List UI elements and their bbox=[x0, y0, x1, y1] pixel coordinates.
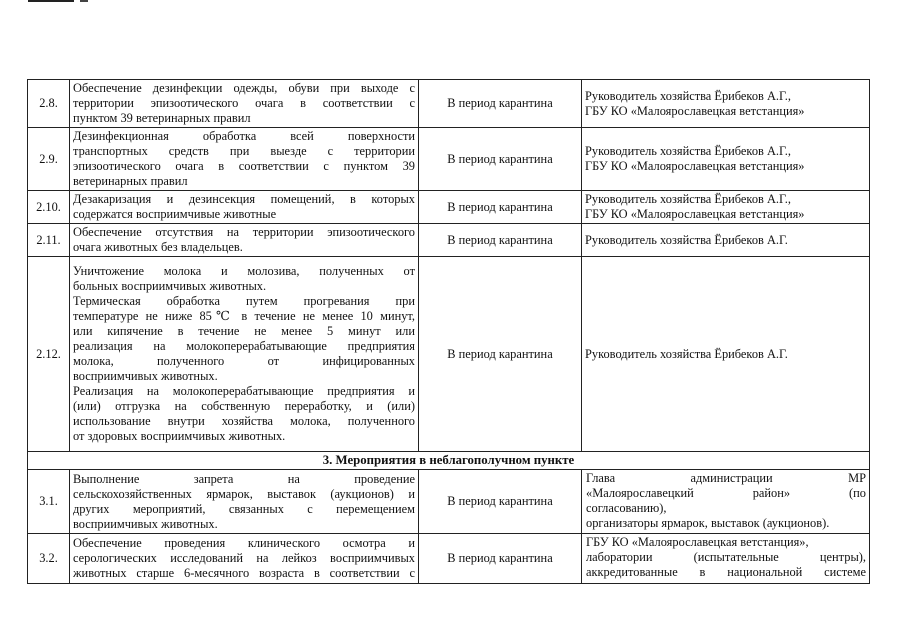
row-responsible bbox=[582, 191, 870, 224]
resp-line: Руководитель хозяйства Ёрибеков А.Г. bbox=[585, 232, 788, 247]
row-responsible bbox=[582, 470, 870, 534]
row-description bbox=[70, 257, 419, 452]
desc-line: Обеспечение отсутствия на территории эпизоотического bbox=[73, 225, 415, 239]
row-term: В период карантина bbox=[419, 191, 582, 224]
desc-line: пунктом 39 ветеринарных правил bbox=[73, 111, 251, 125]
desc-line: сельскохозяйственных ярмарок, выставок (аукционов) и bbox=[73, 486, 415, 501]
desc-line: реализация на молокоперерабатывающие предприятия bbox=[73, 339, 415, 353]
resp-line: ГБУ КО «Малоярославецкая ветстанция», bbox=[586, 535, 809, 549]
row-description bbox=[70, 191, 419, 224]
desc-line: от здоровых восприимчивых животных. bbox=[73, 429, 286, 443]
row-term: В период карантина bbox=[419, 224, 582, 257]
desc-line: молока, полученного от инфицированных bbox=[73, 354, 415, 368]
row-number: 2.12. bbox=[28, 257, 70, 452]
measures-table bbox=[27, 79, 870, 584]
row-term: В период карантина bbox=[419, 257, 582, 452]
resp-line: согласованию), bbox=[586, 501, 667, 515]
resp-line: Глава администрации МР bbox=[586, 471, 866, 485]
row-term: В период карантина bbox=[419, 80, 582, 128]
desc-line: температуре не ниже 85℃ в течение не менее 10 минут, bbox=[73, 309, 415, 323]
row-description bbox=[70, 470, 419, 534]
desc-line: восприимчивых животных. bbox=[73, 516, 218, 531]
desc-line: эпизоотического очага в соответствии с пунктом 39 bbox=[73, 159, 415, 173]
desc-line: использование внутри хозяйства молока, полученного bbox=[73, 414, 415, 428]
row-term: В период карантина bbox=[419, 128, 582, 191]
table-row bbox=[28, 224, 870, 257]
desc-line: или кипячение в течение не менее 5 минут или bbox=[73, 324, 415, 338]
row-number: 2.11. bbox=[28, 224, 70, 257]
desc-line: Дезакаризация и дезинсекция помещений, в которых bbox=[73, 192, 415, 206]
row-responsible bbox=[582, 534, 870, 584]
desc-line: Термическая обработка путем прогревания при bbox=[73, 294, 415, 308]
row-responsible bbox=[582, 128, 870, 191]
row-number: 2.10. bbox=[28, 191, 70, 224]
desc-line: Дезинфекционная обработка всей поверхности bbox=[73, 129, 415, 143]
table-row bbox=[28, 80, 870, 128]
resp-line: ГБУ КО «Малоярославецкая ветстанция» bbox=[585, 207, 805, 221]
resp-line: организаторы ярмарок, выставок (аукционов). bbox=[586, 516, 830, 530]
row-responsible bbox=[582, 224, 870, 257]
desc-line: больных восприимчивых животных. bbox=[73, 279, 267, 293]
desc-line: Обеспечение проведения клинического осмотра и bbox=[73, 536, 415, 550]
resp-line: Руководитель хозяйства Ёрибеков А.Г., bbox=[585, 144, 791, 158]
resp-line: ГБУ КО «Малоярославецкая ветстанция» bbox=[585, 159, 805, 173]
row-description bbox=[70, 80, 419, 128]
row-number: 2.9. bbox=[28, 128, 70, 191]
row-description bbox=[70, 224, 419, 257]
desc-line: восприимчивых животных. bbox=[73, 369, 218, 383]
resp-line: «Малоярославецкий район» (по bbox=[586, 486, 866, 500]
resp-line: Руководитель хозяйства Ёрибеков А.Г., bbox=[585, 192, 791, 206]
resp-line: аккредитованные в национальной системе bbox=[586, 565, 866, 579]
resp-line: лаборатории (испытательные центры), bbox=[586, 550, 866, 564]
resp-line: Руководитель хозяйства Ёрибеков А.Г., bbox=[585, 88, 791, 103]
row-number: 3.2. bbox=[28, 534, 70, 584]
section-title: 3. Мероприятия в неблагополучном пункте bbox=[28, 452, 870, 470]
table-row bbox=[28, 257, 870, 452]
desc-line: других мероприятий, связанных с перемещением bbox=[73, 501, 415, 516]
top-edge-mark-small bbox=[80, 0, 88, 2]
resp-line: ГБУ КО «Малоярославецкая ветстанция» bbox=[585, 103, 805, 118]
desc-line: транспортных средств при выезде с территории bbox=[73, 144, 415, 158]
desc-line: очага животных без владельцев. bbox=[73, 240, 243, 254]
desc-line: Реализация на молокоперерабатывающие предприятия и bbox=[73, 384, 415, 398]
section-header-row bbox=[28, 452, 870, 470]
desc-line: (или) отгрузка на собственную переработку, и (или) bbox=[73, 399, 415, 413]
table-row bbox=[28, 128, 870, 191]
row-description bbox=[70, 128, 419, 191]
desc-line: Обеспечение дезинфекции одежды, обуви при выходе с bbox=[73, 81, 415, 95]
table-row bbox=[28, 534, 870, 584]
row-term: В период карантина bbox=[419, 470, 582, 534]
row-responsible bbox=[582, 80, 870, 128]
table-row bbox=[28, 191, 870, 224]
desc-line: животных старше 6-месячного возраста в соответствии с bbox=[73, 566, 415, 580]
desc-line: серологических исследований на лейкоз восприимчивых bbox=[73, 551, 415, 565]
row-number: 2.8. bbox=[28, 80, 70, 128]
top-edge-mark bbox=[28, 0, 74, 2]
resp-line: Руководитель хозяйства Ёрибеков А.Г. bbox=[585, 346, 788, 361]
desc-line: содержатся восприимчивые животные bbox=[73, 207, 277, 221]
desc-line: ветеринарных правил bbox=[73, 174, 188, 188]
desc-line: территории эпизоотического очага в соответствии с bbox=[73, 96, 415, 110]
row-term: В период карантина bbox=[419, 534, 582, 584]
row-number: 3.1. bbox=[28, 470, 70, 534]
table-row bbox=[28, 470, 870, 534]
desc-line: Уничтожение молока и молозива, полученных от bbox=[73, 264, 415, 278]
row-responsible bbox=[582, 257, 870, 452]
desc-line: Выполнение запрета на проведение bbox=[73, 471, 415, 486]
row-description bbox=[70, 534, 419, 584]
